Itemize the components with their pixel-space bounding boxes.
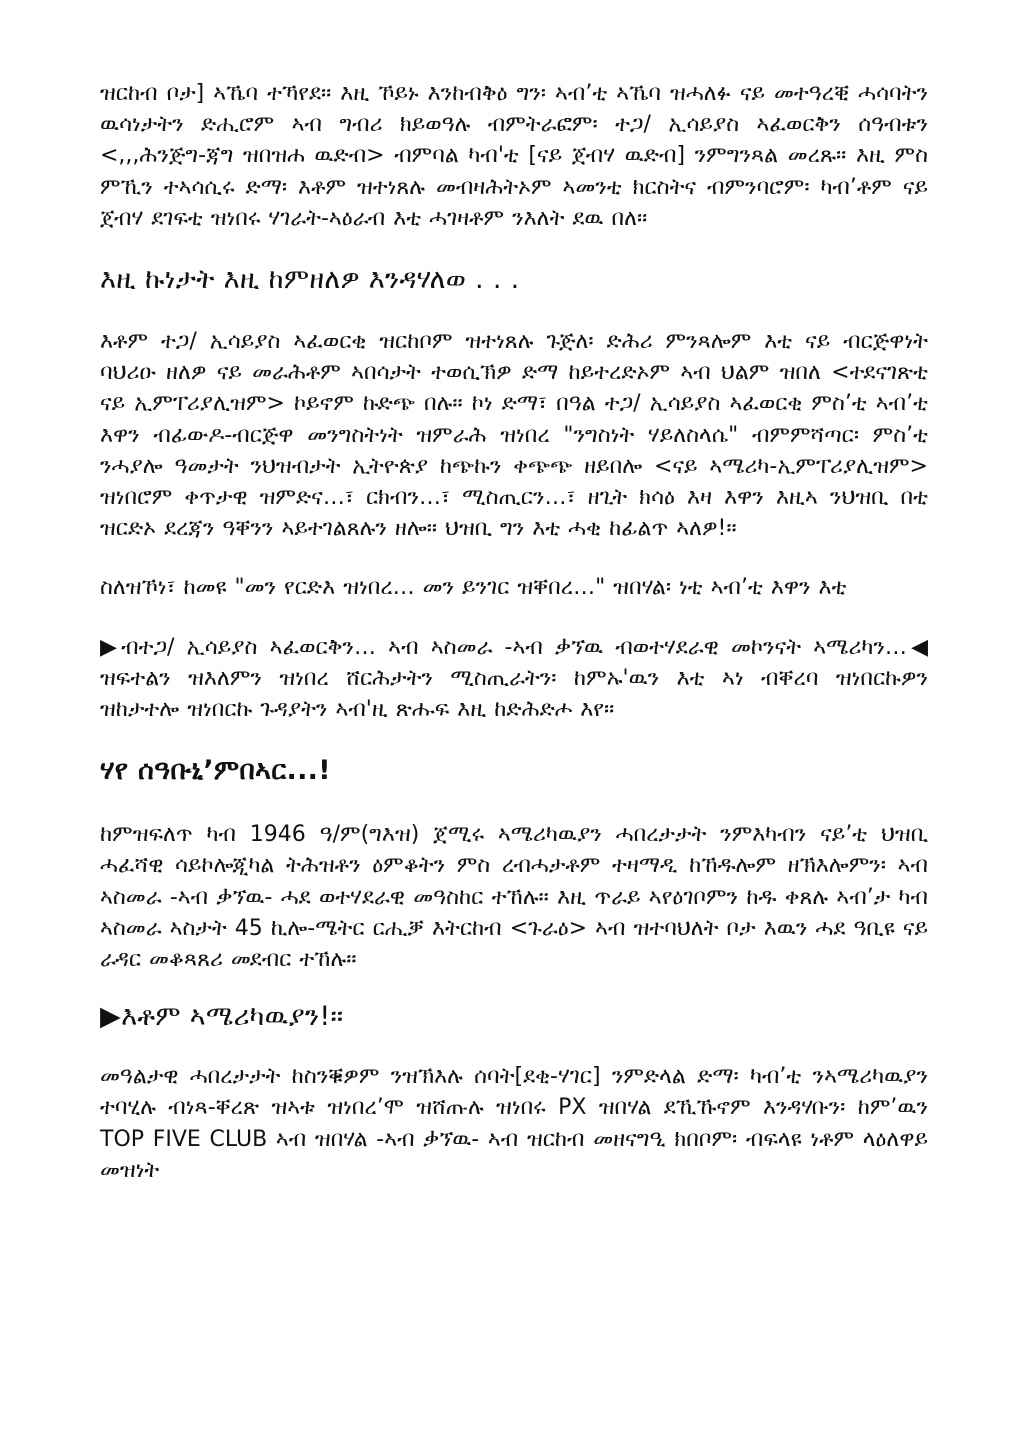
body-paragraph-3: ስለዝኾነ፣ ከመዩ "መን የርድእ ዝነበረ… መን ይንገር ዝቐበረ…" ዝበሃል፡ ነቲ ኣብ’ቲ እዋን እቲ xyxy=(100,575,847,601)
body-paragraph-4: ▶ብተጋ/ ኢሳይያስ ኣፈወርቅን… ኣብ ኣስመራ -ኣብ ቃኘዉ ብወተሃደራዊ መኮንናት ኣሜሪካን…◀ ዝፍተልን ዝእለምን ዝነበረ ሸርሕታትን ሚስጢራትን፡ ከምኡ'ዉን እቲ ኣነ ብቐረባ ዝነበርኩዎን ዝከታተሎ ዝነበርኩ ጉዳያትን ኣብ'ዚ ጽሑፍ እዚ ከድሕድሖ እየ። xyxy=(100,634,928,723)
body-paragraph-2: እቶም ተጋ/ ኢሳይያስ ኣፈወርቂ ዝርከቦም ዝተነጸሉ ጉጅለ፡ ድሕሪ ምንጻሎም እቲ ናይ ብርጅዋነት ባህሪዑ ዘለዎ ናይ መራሕቶም ኣበሳታት ተወሲኽዎ ድማ ከይተረድኦም ኣብ ህልም ዝበለ <ተደናገጽቲ ናይ ኢምፐሪያሊዝም> ኮይኖም ኩድጭ በሉ። ኮነ ድማ፣ በዓል ተጋ/ ኢሳይያስ ኣፈወርቂ ምስ’ቲ ኣብ’ቲ እዋን ብፊውዶ-ብርጅዋ መንግስትነት ዝምራሕ ዝነበረ "ንግስነት ሃይለስላሴ" ብምምሻጣር፡ ምስ’ቲ ንሓያሎ ዓመታት ንህዝብታት ኢትዮጵያ ከጭኩን ቀጭጭ ዘይበሎ <ናይ ኣሜሪካ-ኢምፐሪያሊዝም> ዝነበሮም ቀጥታዊ ዝምድና…፣ ርክብን…፣ ሚስጢርን…፣ ዘጊት ክሳዕ እዛ እዋን እዚኣ ንህዝቢ በቲ ዝርድኦ ደረጃን ዓቐንን ኣይተገልጸሉን ዘሎ። ህዝቢ ግን እቲ ሓቂ ከፊልጥ ኣለዎ!። xyxy=(100,329,928,542)
section-heading-2: ሃየ ሰዓቡኒ’ምበኣር...! xyxy=(100,755,331,787)
body-paragraph-6: መዓልታዊ ሓበረታታት ከስንቑዎም ንዝኽእሉ ሰባት[ደቂ-ሃገር] ንምድላል ድማ፡ ካብ’ቲ ንኣሜሪካዉያን ተባሂሉ ብነጻ-ቐረጽ ዝኣቱ ዝነበረ’ሞ ዝሸጡሉ ዝነበሩ PX ዝበሃል ደኺኹኖም እንዳሃቡን፡ ከም’ዉን TOP FIVE CLUB ኣብ ዝበሃል -ኣብ ቃኘዉ- ኣብ ዝርከብ መዘናግዒ ክበቦም፡ ብፍላዩ ነቶም ላዕለዋይ መዝነት xyxy=(100,1064,928,1183)
section-heading-3: ▶እቶም ኣሜሪካዉያን!። xyxy=(100,1001,344,1033)
body-paragraph-1: ዝርከብ ቦታ] ኣኼባ ተኻየደ። እዚ ኾይኑ እንከብቅዕ ግን፡ ኣብ’ቲ ኣኼባ ዝሓለፉ ናይ መተዓረቒ ሓሳባትን ዉሳነታትን ድሒሮም ኣብ ግብሪ ክይወዓሉ ብምትራፎም፡ ተጋ/ ኢሳይያስ ኣፈወርቅን ሰዓብቱን <,,,ሕንጅግ-ጃግ ዝበዝሐ ዉድብ> ብምባል ካብ'ቲ [ናይ ጀብሃ ዉድብ] ንምግንጻል መረጹ። እዚ ምስ ምኺን ተኣሳሲሩ ድማ፡ እቶም ዝተነጸሉ መብዛሕትኦም ኣመንቲ ክርስትና ብምንባሮም፡ ካብ’ቶም ናይ ጀብሃ ደገፍቲ ዝነበሩ ሃገራት-ኣዕራብ እቲ ሓገዛቶም ንእለት ደዉ በለ። xyxy=(100,81,928,231)
body-paragraph-5: ከምዝፍለጥ ካብ 1946 ዓ/ም(ግእዝ) ጀሚሩ ኣሜሪካዉያን ሓበረታታት ንምእካብን ናይ’ቲ ህዝቢ ሓፈሻዊ ሳይኮሎጂካል ትሕዝቶን ዕምቆትን ምስ ረብሓታቶም ተዛማዲ ከኸዱሎም ዘኽእሎምን፡ ኣብ ኣስመራ -ኣብ ቃኘዉ- ሓደ ወተሃደራዊ መዓስከር ተኸሉ። እዚ ጥራይ ኣየዕገቦምን ከዱ ቀጸሉ ኣብ’ታ ካብ ኣስመራ ኣስታት 45 ኪሎ-ሜትር ርሒቓ እትርከብ <ጉራዕ> ኣብ ዝተባህለት ቦታ እዉን ሓደ ዓቢዩ ናይ ራዳር መቆጻጸሪ መደብር ተኸሉ። xyxy=(100,822,928,973)
section-heading-1: እዚ ኩነታት እዚ ከምዘለዎ እንዳሃለወ . . . xyxy=(100,264,520,296)
